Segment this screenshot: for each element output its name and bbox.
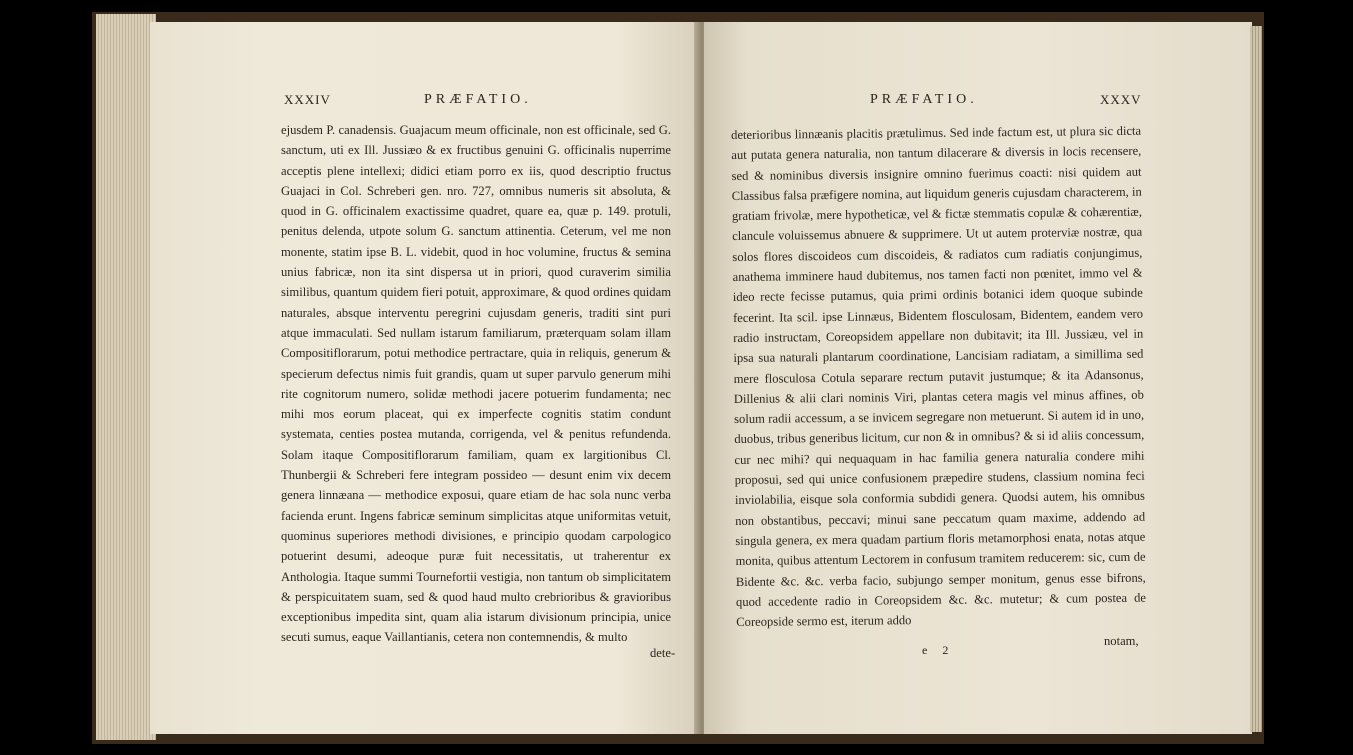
right-running-title: PRÆFATIO.: [870, 92, 978, 107]
right-body-text: deterioribus linnæanis placitis prætulimus. Sed inde factum est, ut plura sic dicta aut putata genera naturalia, non tantum dilacerare & diversis in locis recensere, sed & nominibus diversis insignire omnino fuerimus coacti: nisi quidem aut Classibus falsa præfigere nomina, aut liquidum generis cujusdam characterem, in gratiam frivolæ, mere hypotheticæ, vel & fictæ stemmatis copulæ & cohærentiæ, clancule voluissemus abnuere & supprimere. Ut ut autem proterviæ nostræ, qua solos flores discoideos cum discoideis, & radiatos cum radiatis conjungimus, anathema imminere haud dubitemus, nos tamen facti non pœnitet, immo vel & ideo recte fecisse putamus, quia primi ordinis botanici idem quoque subinde fecerint. Ita scil. ipse Linnæus, Bidentem flosculosam, Bidentem, eandem vero radio instructam, Coreopsidem appellare non dubitavit; ita Ill. Jussiæu, vel in ipsa sua naturali plantarum coordinatione, Lancisiam radiatam, a simillima sed mere flosculosa Cotula separare rectum putavit justumque; & ita Adansonus, Dillenius & alii clari nominis Viri, plantas cetera magis vel minus affines, ob solum radii accessum, a se invicem segregare non metuerunt. Si autem id in uno, duobus, tribus generibus licitum, cur non & in omnibus? & si id aliis concessum, cur nec mihi? qui nequaquam in hac familia genera naturalia condere mihi proposui, sed qui unice confusionem præpedire studens, classium nomina feci inviolabilia, eisque sola conformia subdidi genera. Quodsi autem, his omnibus non obstantibus, peccavi; minui sane peccatum quam maxime, addendo ad singula genera, ex mera quadam partium floris metamorphosi enata, notas atque monita, quibus attentum Lectorem in confusum tramitem reducerem: sic, cum de Bidente &c. &c. verba facio, subjungo semper monitum, genus esse bifrons, quod accedente radio in Coreopsidem &c. &c. mutetur; & cum postea de Coreopside sermo est, iterum addo: [731, 123, 1147, 630]
left-body-text: ejusdem P. canadensis. Guajacum meum officinale, non est officinale, sed G. sanctum, uti ex Ill. Jussiæo & ex fructibus genuini G. officinalis nuperrime acceptis plene intellexi; didici etiam porro ex iis, quod descriptio fructus Guajaci in Col. Schreberi gen. nro. 727, omnibus numeris sit absoluta, & quod in G. officinalem exactissime quadret, quare ea, quæ p. 149. protuli, penitus delenda, utpote solum G. sanctum attinentia. Ceterum, vel me non monente, statim ipse B. L. videbit, quod in hoc volumine, fructus & semina unius fabricæ, non ita sint dispersa ut in priori, quod curaverim similia similibus, quantum quidem fieri potuit, approximare, & quod ordines quidam naturales, absque interventu peregrini cujusdam generis, traditi sint puri atque immaculati. Sed nullam istarum familiarum, præterquam solam illam Compositiflorarum, potui methodice pertractare, quia in reliquis, generum & specierum defectus nimis fuit grandis, quam ut super parvulo generum mihi rite cognitorum numero, solidæ methodi jacere potuerim fundamenta; nec mihi mos eorum placeat, qui ex imperfecte cognitis statim condunt systemata, centies postea mutanda, corrigenda, vel & penitus refundenda. Solam itaque Compositiflorarum familiam, quam ex largitionibus Cl. Thunbergii & Schreberi fere integram possideo — desunt enim vix decem genera linnæana — methodice exposui, quare etiam de hac sola nunc verba facienda erunt. Ingens fabricæ seminum simplicitas atque uniformitas vetuit, quominus superiores methodi divisiones, e principio quodam carpologico potuerint desumi, adeoque puræ fuit necessitatis, ut traherentur ex Anthologia. Itaque summi Tournefortii vestigia, non tantum ob simplicitatem & perspicuitatem suam, sed & quod haud multo crebrioribus & gravioribus exceptionibus impedita sint, quam alia istarum divisionum principia, unice secuti sumus, eaque Vaillantianis, cetera non contemnendis, & multo: [281, 123, 671, 645]
signature-mark: e 2: [922, 643, 955, 657]
right-catchword: notam,: [1104, 634, 1139, 648]
left-folio: XXXIV: [284, 92, 331, 107]
left-catchword: dete-: [650, 646, 676, 660]
left-running-title: PRÆFATIO.: [424, 92, 532, 107]
left-page: [150, 22, 698, 734]
page-edges-right: [1250, 26, 1262, 732]
right-page: [704, 22, 1252, 734]
right-folio: XXXV: [1100, 92, 1142, 107]
page-edges-left: [96, 14, 156, 740]
